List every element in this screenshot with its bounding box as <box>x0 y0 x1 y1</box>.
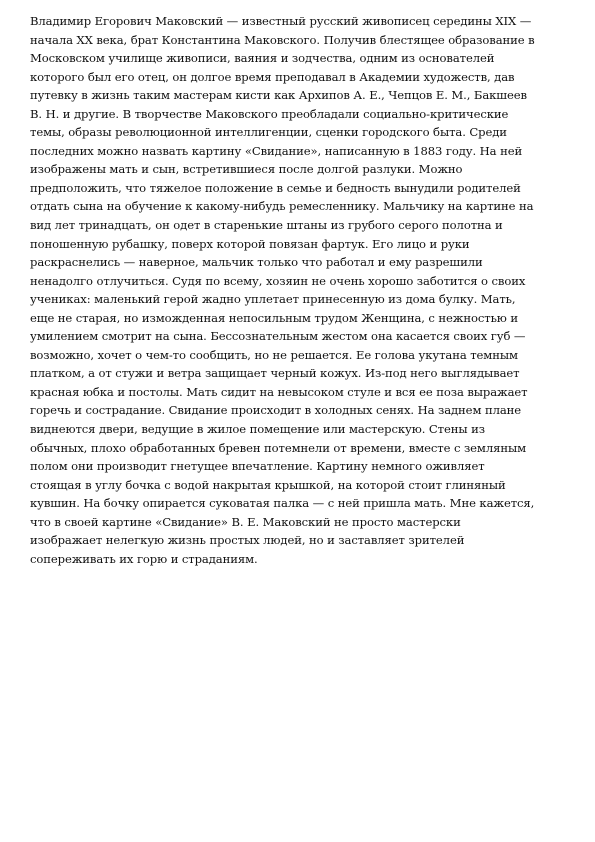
text-line: поношенную рубашку, поверх которой повязан фартук. Его лицо и руки <box>30 236 470 251</box>
text-line: красная юбка и постолы. Мать сидит на невысоком стуле и вся ее поза выражает <box>30 384 528 399</box>
text-line: Владимир Егорович Маковский — известный русский живописец середины XIX — <box>30 14 532 28</box>
text-line: предположить, что тяжелое положение в семье и бедность вынудили родителей <box>30 180 521 195</box>
text-line: сопереживать их горю и страданиям. <box>30 551 258 566</box>
text-line: виднеются двери, ведущие в жилое помещение или мастерскую. Стены из <box>30 422 485 437</box>
text-line: изображает нелегкую жизнь простых людей, но и заставляет зрителей <box>30 533 465 548</box>
text-line: возможно, хочет о чем-то сообщить, но не решается. Ее голова укутана темным <box>30 347 518 362</box>
text-line: В. Н. и другие. В творчестве Маковского преобладали социально-критические <box>30 106 509 121</box>
text-line: которого был его отец, он долгое время преподавал в Академии художеств, дав <box>30 69 515 84</box>
text-line: вид лет тринадцать, он одет в старенькие штаны из грубого серого полотна и <box>30 218 503 233</box>
text-line: путевку в жизнь таким мастерам кисти как Архипов А. Е., Чепцов Е. М., Бакшеев <box>30 88 527 103</box>
text-line: кувшин. На бочку опирается суковатая палка — с ней пришла мать. Мне кажется, <box>30 496 535 511</box>
text-line: раскраснелись — наверное, мальчик только что работал и ему разрешили <box>30 255 483 270</box>
text-line: стоящая в углу бочка с водой накрытая крышкой, на которой стоит глиняный <box>30 477 506 492</box>
text-line: еще не старая, но изможденная непосильным трудом Женщина, с нежностью и <box>30 310 518 325</box>
body-text <box>30 12 571 568</box>
text-line: последних можно назвать картину «Свидание», написанную в 1883 году. На ней <box>30 143 523 158</box>
text-line: Московском училище живописи, ваяния и зодчества, одним из основателей <box>30 51 495 66</box>
text-line: начала XX века, брат Константина Маковского. Получив блестящее образование в <box>30 32 535 47</box>
text-line: полом они производит гнетущее впечатление. Картину немного оживляет <box>30 459 485 474</box>
text-line: что в своей картине «Свидание» В. Е. Маковский не просто мастерски <box>30 514 461 529</box>
text-line: учениках: маленький герой жадно уплетает принесенную из дома булку. Мать, <box>30 292 516 307</box>
text-line: темы, образы революционной интеллигенции, сценки городского быта. Среди <box>30 125 507 140</box>
text-line: ненадолго отлучиться. Судя по всему, хозяин не очень хорошо заботится о своих <box>30 273 526 288</box>
text-line: платком, а от стужи и ветра защищает черный кожух. Из-под него выглядывает <box>30 366 520 381</box>
text-line: изображены мать и сын, встретившиеся после долгой разлуки. Можно <box>30 162 463 177</box>
text-line: горечь и сострадание. Свидание происходит в холодных сенях. На заднем плане <box>30 403 522 418</box>
text-line: отдать сына на обучение к какому-нибудь ремесленнику. Мальчику на картине на <box>30 199 534 214</box>
text-line: умилением смотрит на сына. Бессознательным жестом она касается своих губ — <box>30 329 526 344</box>
text-line: обычных, плохо обработанных бревен потемнели от времени, вместе с земляным <box>30 440 526 455</box>
